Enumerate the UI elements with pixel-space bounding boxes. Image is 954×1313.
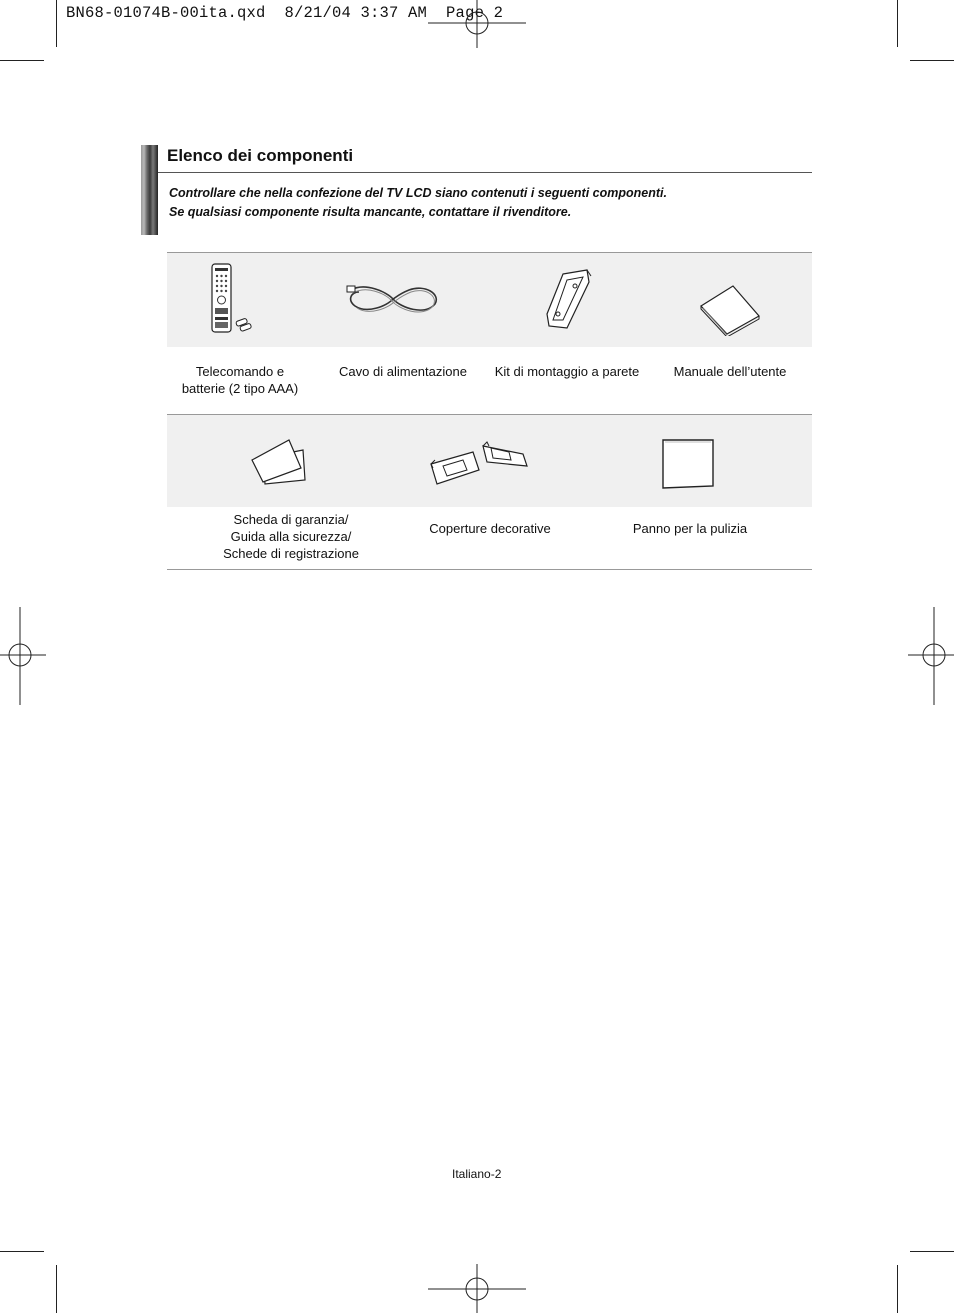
crop-mark (910, 1251, 954, 1252)
remote-control-icon (205, 262, 255, 336)
section-title: Elenco dei componenti (167, 146, 354, 165)
component-label: Panno per la pulizia (632, 521, 748, 536)
crop-mark (897, 0, 898, 47)
warranty-cards-icon (249, 436, 309, 486)
table-rule (167, 569, 812, 570)
registration-mark-icon (428, 1264, 526, 1313)
component-label: Coperture decorative (429, 521, 551, 536)
component-label: Scheda di garanzia/ Guida alla sicurezza/ Schede di registrazione (223, 512, 359, 561)
crop-mark (897, 1265, 898, 1313)
page-footer: Italiano-2 (452, 1167, 502, 1181)
intro-line: Se qualsiasi componente risulta mancante, contattare il rivenditore. (169, 205, 572, 219)
decorative-covers-icon (427, 436, 531, 488)
crop-mark (56, 1265, 57, 1313)
component-label: Telecomando e batterie (2 tipo AAA) (181, 364, 299, 396)
crop-mark (0, 1251, 44, 1252)
file-header: BN68-01074B-00ita.qxd 8/21/04 3:37 AM Page 2 (66, 4, 504, 22)
component-label: Manuale dell’utente (673, 364, 787, 379)
crop-mark (0, 60, 44, 61)
component-label: Cavo di alimentazione (339, 364, 467, 379)
registration-mark-icon (0, 607, 46, 705)
registration-mark-icon (428, 0, 526, 48)
wall-mount-icon (543, 268, 595, 330)
title-rule (158, 172, 812, 173)
registration-mark-icon (908, 607, 954, 705)
manual-icon (697, 284, 763, 336)
power-cord-icon (345, 280, 441, 318)
intro-line: Controllare che nella confezione del TV LCD siano contenuti i seguenti componenti. (169, 186, 667, 200)
component-label: Kit di montaggio a parete (494, 364, 640, 379)
crop-mark (56, 0, 57, 47)
crop-mark (910, 60, 954, 61)
section-bar (141, 145, 158, 235)
cleaning-cloth-icon (657, 436, 719, 492)
